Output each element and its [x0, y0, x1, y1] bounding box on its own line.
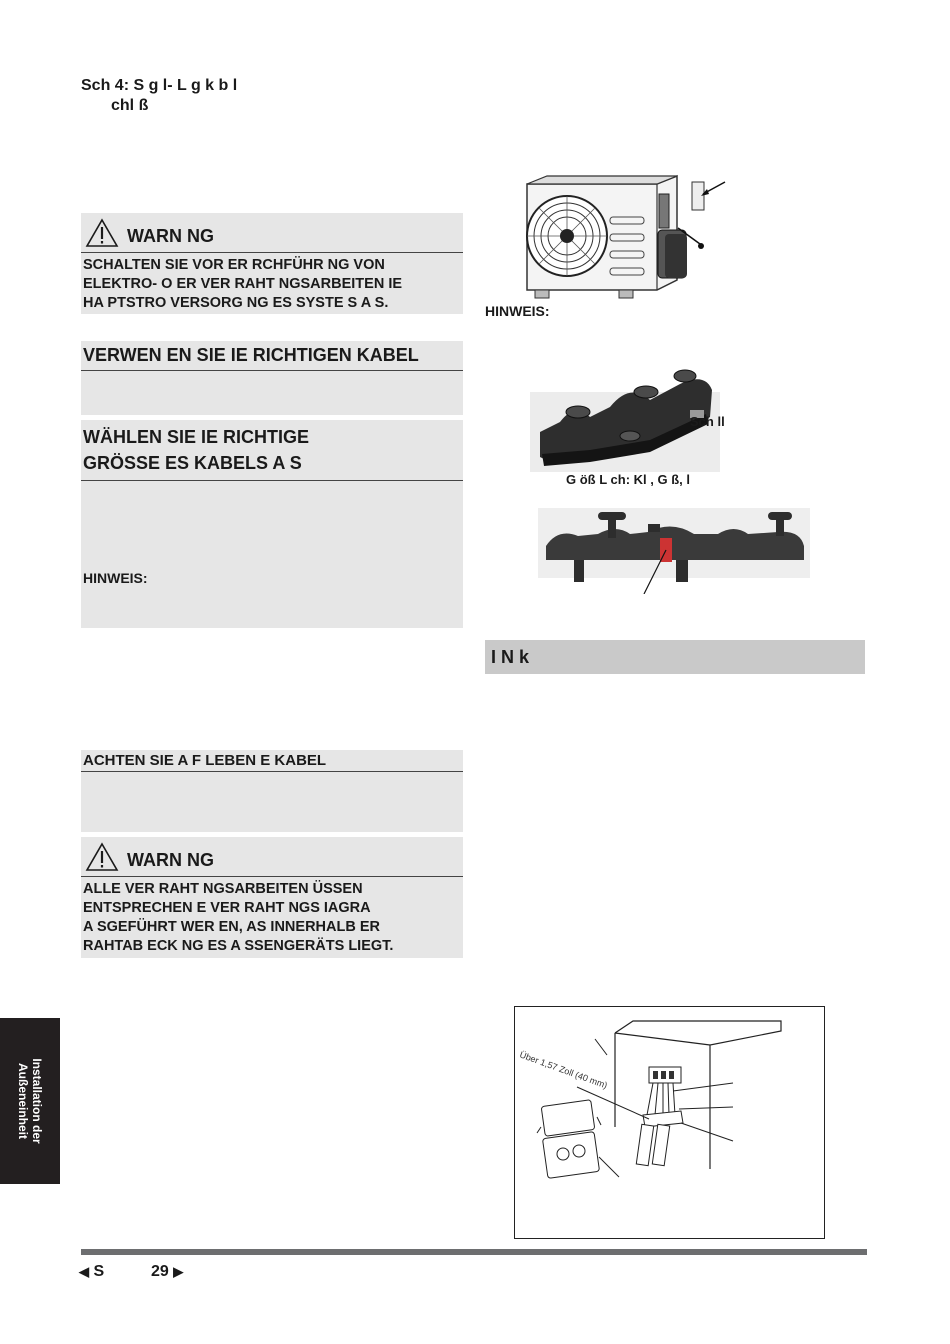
warning-label: WARN NG [127, 226, 214, 246]
wiring-diagram [514, 1006, 825, 1239]
side-tab-label [16, 1058, 44, 1143]
footer-marker: S [93, 1263, 105, 1280]
chapter-side-tab [0, 1018, 60, 1184]
side-tab-line: Außeneinheit [16, 1062, 30, 1140]
triangle-right-icon: ▶ [173, 1264, 184, 1279]
warning-line: HA PTSTRO VERSORG NG ES SYSTE S A S. [83, 295, 389, 311]
page-number: 29 [151, 1263, 169, 1280]
hinweis-label: HINWEIS: [485, 303, 550, 319]
cable-clamp-detail-image [538, 498, 810, 594]
heading-line: GRÖSSE ES KABELS A S [83, 453, 302, 473]
warning-triangle-icon [85, 218, 119, 248]
warning-line: SCHALTEN SIE VOR ER RCHFÜHR NG VON [83, 257, 385, 273]
side-tab-line: Installation der [30, 1058, 44, 1144]
warning-line: A SGEFÜHRT WER EN, AS INNERHALB ER [83, 919, 380, 935]
section-kabel [81, 341, 463, 415]
section-heading: ACHTEN SIE A F LEBEN E KABEL [81, 750, 463, 772]
page-footer [79, 1263, 183, 1281]
warning-text [81, 877, 463, 956]
wiring-diagram-drawing [515, 1007, 825, 1239]
dimension-label: Über 1,57 Zoll (40 mm) [518, 1049, 609, 1091]
section-groesse [81, 420, 463, 628]
warning-box-1 [81, 213, 463, 314]
right-section-heading: I N k [485, 640, 865, 674]
warning-line: ELEKTRO- O ER VER RAHT NGSARBEITEN IE [83, 276, 403, 292]
warning-line: RAHTAB ECK NG ES A SSENGERÄTS LIEGT. [83, 938, 394, 954]
step-title-line1: Sch 4: S g l- L g k b l [81, 77, 238, 94]
warning-text [81, 253, 463, 313]
clamp-label: Sch ll [690, 414, 725, 429]
footer-rule [81, 1249, 867, 1255]
warning-line: ALLE VER RAHT NGSARBEITEN ÜSSEN [83, 881, 363, 897]
step-title [81, 76, 237, 116]
section-heading: VERWEN EN SIE IE RICHTIGEN KABEL [81, 341, 463, 371]
warning-line: ENTSPRECHEN E VER RAHT NGS IAGRA [83, 900, 371, 916]
warning-label: WARN NG [127, 850, 214, 870]
section-heading [81, 420, 463, 481]
outdoor-unit-illustration [515, 172, 730, 302]
clamp-caption: G öß L ch: Kl , G ß, l [566, 472, 690, 487]
warning-box-2 [81, 837, 463, 958]
heading-line: WÄHLEN SIE IE RICHTIGE [83, 427, 310, 447]
warning-triangle-icon [85, 842, 119, 872]
triangle-left-icon: ◀ [79, 1264, 89, 1279]
warning-header [81, 213, 463, 253]
step-title-line2: chl ß [111, 97, 149, 114]
warning-header [81, 837, 463, 877]
hinweis-label: HINWEIS: [83, 570, 148, 586]
section-leben [81, 750, 463, 832]
